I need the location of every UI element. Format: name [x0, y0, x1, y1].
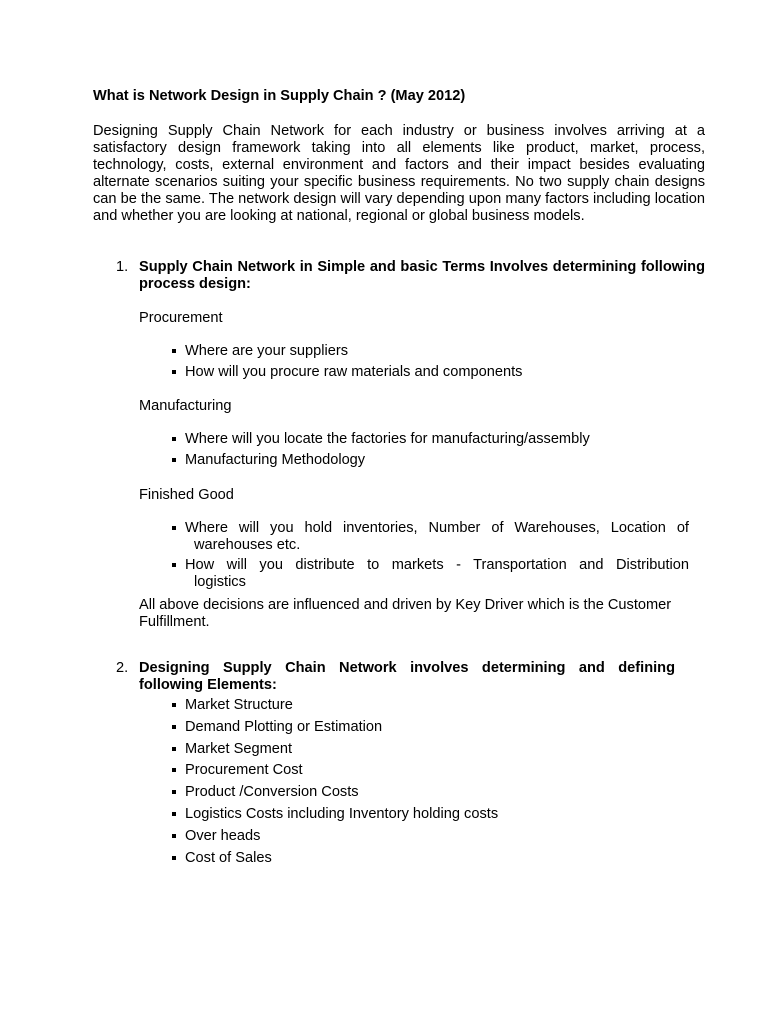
bullet-icon — [172, 768, 176, 772]
list-item: Market Structure — [170, 697, 498, 714]
list-item: Procurement Cost — [170, 762, 498, 779]
bullet-icon — [172, 458, 176, 462]
manufacturing-list — [170, 431, 590, 474]
bullet-icon — [172, 437, 176, 441]
bullet-icon — [172, 747, 176, 751]
bullet-icon — [172, 349, 176, 353]
list-item: How will you distribute to markets - Transportation and Distribution logistics — [170, 557, 689, 591]
bullet-icon — [172, 370, 176, 374]
manufacturing-label: Manufacturing — [139, 398, 232, 414]
list-item: Where will you locate the factories for manufacturing/assembly — [170, 431, 590, 448]
section-1-number: 1. — [116, 259, 129, 275]
elements-list — [170, 697, 498, 871]
bullet-icon — [172, 563, 176, 567]
list-item: Market Segment — [170, 741, 498, 758]
list-item: Product /Conversion Costs — [170, 784, 498, 801]
section-2-heading: Designing Supply Chain Network involves determining and defining following Elements: — [139, 660, 675, 693]
intro-paragraph: Designing Supply Chain Network for each industry or business involves arriving at a satisfactory design framework taking into all elements like product, market, process, technology, costs, external environment and factors and their impact besides evaluating alternate scenarios suiting your specific business requirements. No two supply chain designs can be the same. The network design will vary depending upon many factors including location and whether you are looking at national, regional or global business models. — [93, 123, 705, 224]
list-item: Logistics Costs including Inventory holding costs — [170, 806, 498, 823]
finished-good-list — [170, 520, 689, 591]
bullet-icon — [172, 834, 176, 838]
bullet-icon — [172, 790, 176, 794]
list-item: Manufacturing Methodology — [170, 452, 590, 469]
bullet-icon — [172, 725, 176, 729]
list-item: Demand Plotting or Estimation — [170, 719, 498, 736]
document-title: What is Network Design in Supply Chain ? (May 2012) — [93, 88, 466, 104]
key-driver-note: All above decisions are influenced and driven by Key Driver which is the Customer Fulfillment. — [139, 597, 672, 630]
list-item: Over heads — [170, 828, 498, 845]
list-item: Where will you hold inventories, Number of Warehouses, Location of warehouses etc. — [170, 520, 689, 554]
bullet-icon — [172, 856, 176, 860]
list-item: How will you procure raw materials and components — [170, 364, 522, 381]
bullet-icon — [172, 526, 176, 530]
section-2-number: 2. — [116, 660, 129, 676]
bullet-icon — [172, 703, 176, 707]
list-item: Cost of Sales — [170, 850, 498, 867]
procurement-list — [170, 343, 522, 386]
procurement-label: Procurement — [139, 310, 223, 326]
section-1-heading: Supply Chain Network in Simple and basic Terms Involves determining following process design: — [139, 259, 705, 292]
bullet-icon — [172, 812, 176, 816]
list-item: Where are your suppliers — [170, 343, 522, 360]
finished-good-label: Finished Good — [139, 487, 234, 503]
